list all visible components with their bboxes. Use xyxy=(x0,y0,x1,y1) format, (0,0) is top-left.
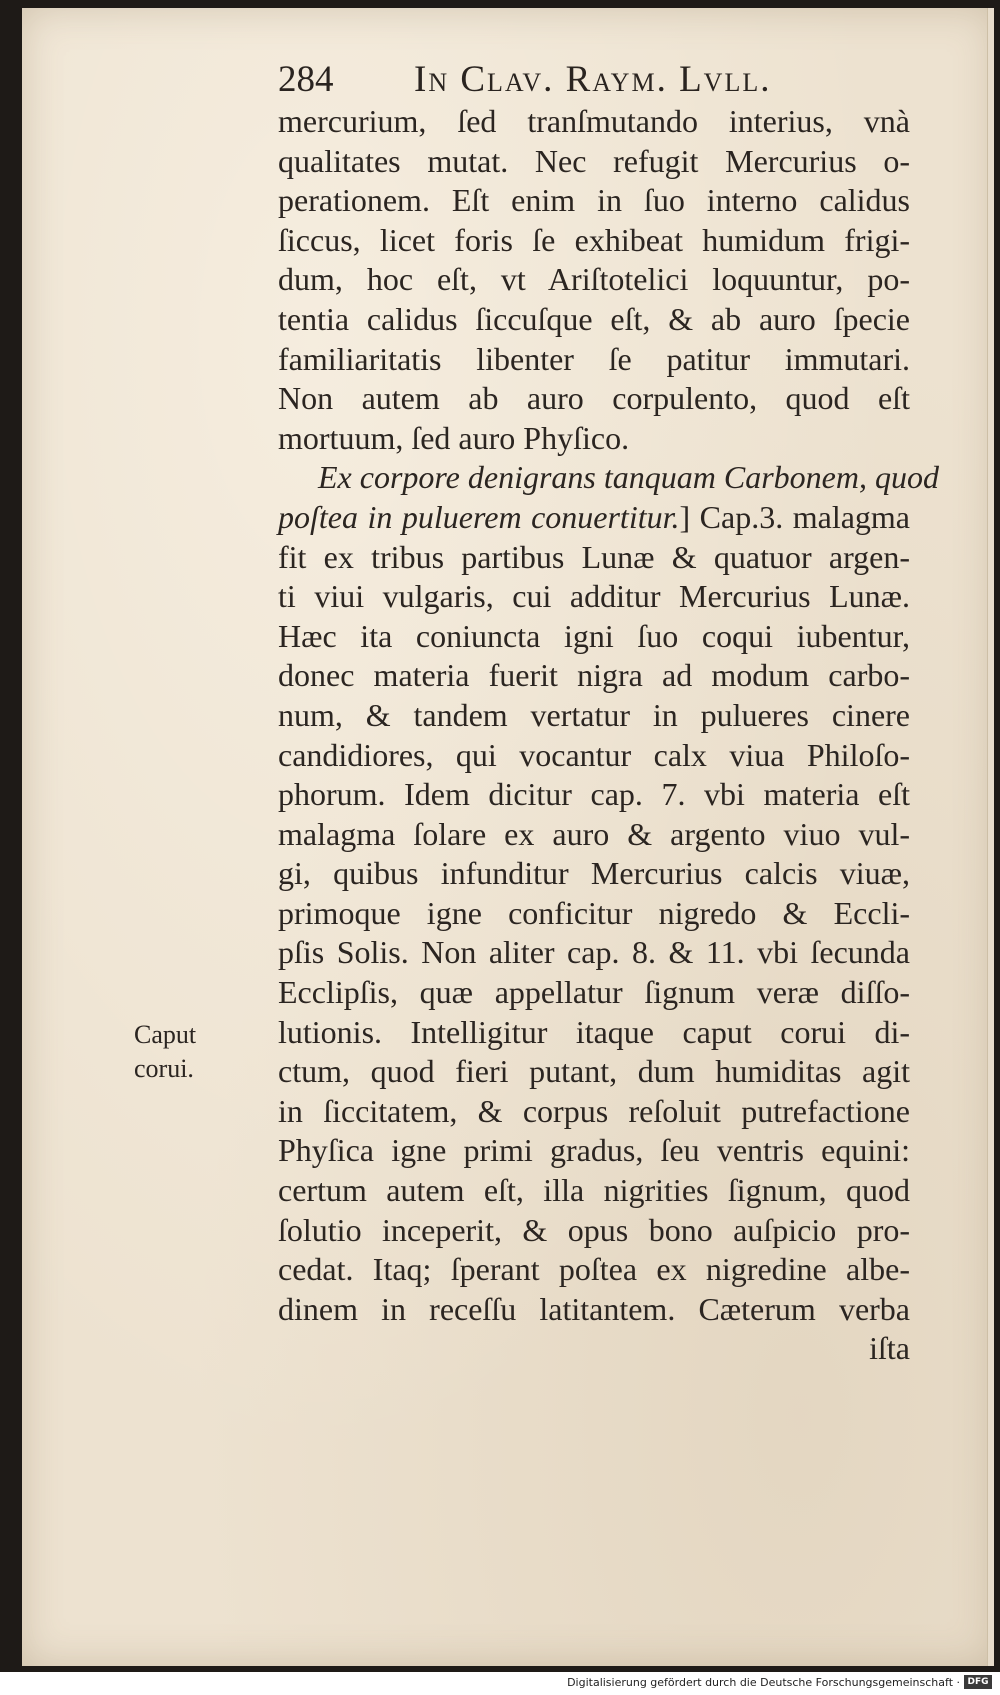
text-line: Phyſica igne primi gradus, ſeu ventris equini: xyxy=(278,1132,910,1169)
marginal-note-line: Caput xyxy=(134,1020,197,1049)
quoted-lemma-end: poſtea in puluerem conuertitur. xyxy=(278,498,680,535)
text-line: ſiccus, licet foris ſe exhibeat humidum frigi- xyxy=(278,221,910,258)
text-line: tentia calidus ſiccuſque eſt, & ab auro ſpecie xyxy=(278,300,910,337)
text-line: num, & tandem vertatur in pulueres cinere xyxy=(278,696,910,733)
text-line: ſolutio inceperit, & opus bono auſpicio pro- xyxy=(278,1211,910,1248)
text-line: phorum. Idem dicitur cap. 7. vbi materia eſt xyxy=(278,776,910,813)
digitization-footer xyxy=(0,1672,1000,1695)
text-line: Hæc ita coniuncta igni ſuo coqui iubentur, xyxy=(278,617,910,654)
text-line: gi, quibus infunditur Mercurius calcis viuæ, xyxy=(278,855,910,892)
text-line: dum, hoc eſt, vt Ariſtotelici loquuntur, po- xyxy=(278,261,910,298)
text-line: malagma ſolare ex auro & argento viuo vul- xyxy=(278,815,910,852)
footer-credit: Digitalisierung gefördert durch die Deutsche Forschungsgemeinschaft · xyxy=(567,1676,960,1689)
text-line: certum autem eſt, illa nigrities ſignum, quod xyxy=(278,1172,910,1209)
text-fragment: ] Cap.3. malagma xyxy=(679,498,911,535)
text-line: candidiores, qui vocantur calx viua Philoſo- xyxy=(278,736,910,773)
text-line: Non autem ab auro corpulento, quod eſt xyxy=(278,380,910,417)
text-line-mixed xyxy=(278,498,910,538)
text-line: donec materia fuerit nigra ad modum carbo- xyxy=(278,657,910,694)
text-line: cedat. Itaq; ſperant poſtea ex nigredine albe- xyxy=(278,1251,910,1288)
text-line: fit ex tribus partibus Lunæ & quatuor argen- xyxy=(278,538,910,575)
catchword: iſta xyxy=(869,1330,910,1367)
text-line: ti viui vulgaris, cui additur Mercurius Lunæ. xyxy=(278,578,910,615)
text-line: mercurium, ſed tranſmutando interius, vnà xyxy=(278,103,910,139)
marginal-note-line: corui. xyxy=(134,1054,194,1083)
page-number: 284 xyxy=(278,59,334,100)
text-line: pſis Solis. Non aliter cap. 8. & 11. vbi ſecunda xyxy=(278,934,910,971)
dfg-logo-icon: DFG xyxy=(964,1675,992,1689)
main-text xyxy=(278,102,939,1369)
text-line: lutionis. Intelligitur itaque caput corui di- xyxy=(278,1013,910,1050)
text-line: ctum, quod fieri putant, dum humiditas agit xyxy=(278,1053,910,1090)
text-line: mortuum, ſed auro Phyſico. xyxy=(278,419,630,456)
quoted-lemma: Ex corpore denigrans tanquam Carbonem, quod xyxy=(318,459,939,496)
text-line: dinem in receſſu latitantem. Cæterum verba xyxy=(278,1290,910,1327)
running-title: In Clav. Raym. Lvll. xyxy=(414,59,772,100)
text-line: perationem. Eſt enim in ſuo interno calidus xyxy=(278,182,910,219)
marginal-note xyxy=(134,1018,244,1086)
text-line: primoque igne conficitur nigredo & Eccli- xyxy=(278,894,910,931)
text-line: familiaritatis libenter ſe patitur immutari. xyxy=(278,340,910,377)
text-line: in ſiccitatem, & corpus reſoluit putrefactione xyxy=(278,1092,910,1129)
text-line: Ecclipſis, quæ appellatur ſignum veræ diſſo- xyxy=(278,974,910,1011)
running-head xyxy=(278,58,918,104)
text-line: qualitates mutat. Nec refugit Mercurius o- xyxy=(278,142,910,179)
page-edge xyxy=(987,8,994,1666)
